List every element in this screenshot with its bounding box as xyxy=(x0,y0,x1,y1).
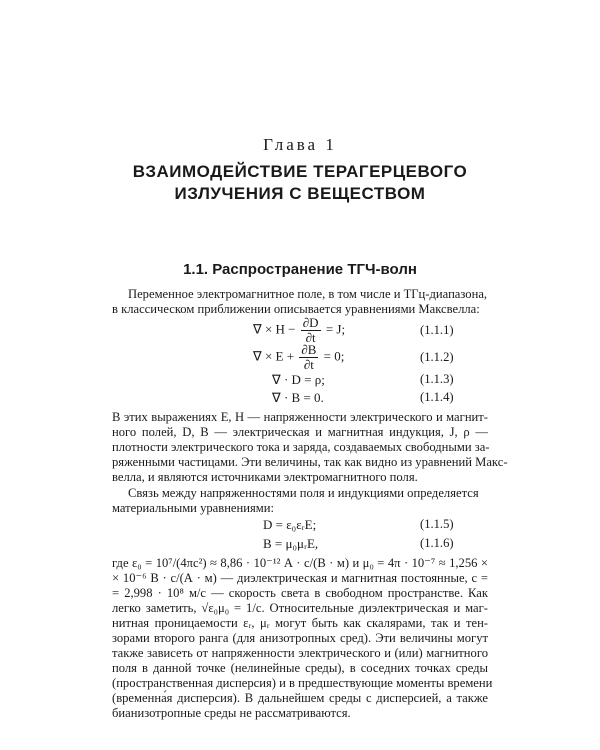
eq1-number: (1.1.1) xyxy=(420,323,454,337)
p1-line: ряженными частицами. Эти величины, так как видно из уравнений Макс- xyxy=(112,455,508,469)
eq2-rhs: = 0; xyxy=(323,348,345,364)
p1-line: плотности электрического тока и заряда, создаваемых свободными за- xyxy=(112,440,490,454)
chapter-title-line-2: ИЗЛУЧЕНИЯ С ВЕЩЕСТВОМ xyxy=(174,184,426,203)
p3-line: зорами второго ранга (для анизотропных сред). Эти величины могут xyxy=(112,631,488,645)
p3-line: = 2,998 · 10⁸ м/с — скорость света в свободном пространстве. Как xyxy=(112,586,488,600)
p1-line: ного полей, D, B — электрическая и магнитная индукция, J, ρ — xyxy=(112,425,488,439)
p2-line-1: Связь между напряженностями поля и индукциями определяется xyxy=(128,486,479,500)
equation-1-1-3: ∇ · D = ρ; xyxy=(272,372,325,387)
eq1-lhs: ∇ × H − xyxy=(253,321,296,337)
p3-line: (временна́я дисперсия). В дальнейшем среды с дисперсией, а также xyxy=(112,691,488,705)
p2-line-2: материальными уравнениями: xyxy=(112,501,275,515)
equation-1-1-1 xyxy=(253,316,345,345)
p3-line: нитная проницаемости εᵣ, μᵣ могут быть как скалярами, так и тен- xyxy=(112,616,488,630)
eq2-fraction xyxy=(299,343,318,372)
eq1-rhs: = J; xyxy=(325,321,346,337)
intro-line-1: Переменное электромагнитное поле, в том числе и ТГц-диапазона, xyxy=(128,287,488,301)
eq1-num: ∂D xyxy=(302,315,319,330)
paragraph-1 xyxy=(112,410,508,485)
section-title: 1.1. Распространение ТГЧ-волн xyxy=(183,261,417,278)
p1-line: В этих выражениях E, H — напряженности электрического и магнит- xyxy=(112,410,488,424)
p3-line: легко заметить, √ε₀μ₀ = 1/c. Относительные диэлектрическая и маг- xyxy=(112,601,488,615)
p3-line: поля в данной точке (нелинейные среды), в соседних точках среды xyxy=(112,661,488,675)
equation-1-1-2 xyxy=(253,343,344,372)
eq1-den: ∂t xyxy=(305,330,316,345)
eq1-fraction xyxy=(301,316,321,345)
p3-line: (пространственная дисперсия) и в предшествующие моменты времени xyxy=(112,676,493,690)
intro-line-2: в классическом приближении описывается уравнениями Максвелла: xyxy=(112,302,480,316)
eq2-den: ∂t xyxy=(303,357,314,372)
eq4-number: (1.1.4) xyxy=(420,390,454,404)
eq2-number: (1.1.2) xyxy=(420,350,454,364)
equation-1-1-4: ∇ · B = 0. xyxy=(272,390,324,405)
eq2-lhs: ∇ × E + xyxy=(253,348,295,364)
eq3-number: (1.1.3) xyxy=(420,372,454,386)
eq6-number: (1.1.6) xyxy=(420,536,454,550)
p1-line: велла, и являются источниками электромагнитного поля. xyxy=(112,470,418,484)
p3-line: бианизотропные среды не рассматриваются. xyxy=(112,706,351,720)
p3-line: также зависеть от напряженности электрического и (или) магнитного xyxy=(112,646,488,660)
paragraph-3 xyxy=(112,556,493,721)
chapter-title-line-1: ВЗАИМОДЕЙСТВИЕ ТЕРАГЕРЦЕВОГО xyxy=(132,162,468,181)
p3-line: где ε₀ = 10⁷/(4πc²) ≈ 8,86 · 10⁻¹² А · с/(В · м) и μ₀ = 4π · 10⁻⁷ ≈ 1,256 × xyxy=(112,556,488,570)
eq2-num: ∂B xyxy=(301,342,317,357)
chapter-label: Глава 1 xyxy=(263,135,337,154)
equation-1-1-6: B = μ₀μᵣE, xyxy=(263,536,319,551)
equation-1-1-5: D = ε₀εᵣE; xyxy=(263,517,317,532)
p3-line: × 10⁻⁶ В · с/(А · м) — диэлектрическая и магнитная постоянные, c = xyxy=(112,571,488,585)
eq5-number: (1.1.5) xyxy=(420,517,454,531)
